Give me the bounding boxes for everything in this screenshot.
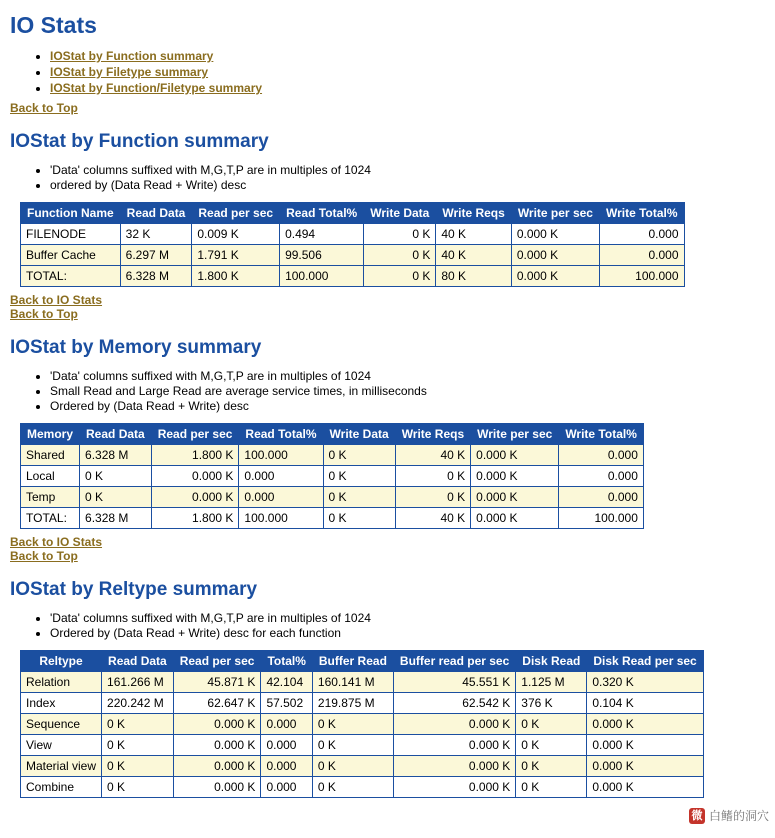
cell: 0.000 K [173, 756, 261, 777]
cell: 0 K [312, 714, 393, 735]
cell: 40 K [436, 224, 511, 245]
cell: 6.328 M [80, 445, 152, 466]
cell: 0 K [102, 756, 174, 777]
cell: 100.000 [239, 508, 323, 529]
column-header: Read Total% [239, 424, 323, 445]
cell: 0 K [312, 756, 393, 777]
cell: 0 K [323, 466, 395, 487]
cell: 1.800 K [151, 445, 239, 466]
cell: 0 K [323, 445, 395, 466]
cell: 42.104 [261, 672, 312, 693]
cell: 0.000 K [173, 777, 261, 798]
cell: FILENODE [21, 224, 121, 245]
back-to-top-link[interactable]: Back to Top [10, 101, 78, 115]
cell: 100.000 [280, 266, 364, 287]
cell: 0 K [80, 487, 152, 508]
cell: 0.494 [280, 224, 364, 245]
table-row [21, 735, 704, 756]
column-header: Buffer Read [312, 651, 393, 672]
cell: 161.266 M [102, 672, 174, 693]
table-row [21, 714, 704, 735]
cell: 0.000 K [173, 735, 261, 756]
cell: 1.800 K [151, 508, 239, 529]
cell: 0.000 [599, 245, 684, 266]
cell: 0.104 K [587, 693, 703, 714]
cell: Temp [21, 487, 80, 508]
toc-link-function-filetype-summary[interactable]: IOStat by Function/Filetype summary [50, 81, 263, 95]
cell: 99.506 [280, 245, 364, 266]
list-item: • 'Data' columns suffixed with M,G,T,P are in multiples of 1024 [50, 369, 765, 383]
table-row [21, 672, 704, 693]
list-item: • 'Data' columns suffixed with M,G,T,P are in multiples of 1024 [50, 611, 765, 625]
table-row [21, 445, 644, 466]
cell: 0.000 K [587, 714, 703, 735]
cell: 0 K [364, 245, 436, 266]
cell: 0 K [323, 508, 395, 529]
table-header-row [21, 424, 644, 445]
list-item [50, 81, 765, 95]
list-item: • Small Read and Large Read are average service times, in milliseconds [50, 384, 765, 398]
cell: Buffer Cache [21, 245, 121, 266]
watermark [689, 807, 769, 824]
cell: 0.000 K [587, 756, 703, 777]
table-reltype-summary [20, 650, 704, 798]
back-to-top-link[interactable]: Back to Top [10, 549, 78, 563]
cell: 0 K [364, 266, 436, 287]
cell: 100.000 [599, 266, 684, 287]
toc-link-function-summary[interactable]: IOStat by Function summary [50, 49, 214, 63]
column-header: Write Reqs [436, 203, 511, 224]
cell: 0 K [102, 735, 174, 756]
column-header: Total% [261, 651, 312, 672]
cell: 62.542 K [393, 693, 515, 714]
section-title-function-summary: IOStat by Function summary [10, 131, 269, 152]
nav-block-top [10, 101, 765, 115]
table-memory-summary [20, 423, 644, 529]
cell: 40 K [395, 508, 470, 529]
cell: 376 K [516, 693, 587, 714]
cell: TOTAL: [21, 266, 121, 287]
cell: 45.551 K [393, 672, 515, 693]
cell: 40 K [395, 445, 470, 466]
cell: 0 K [312, 735, 393, 756]
cell: 0.000 [261, 777, 312, 798]
cell: Shared [21, 445, 80, 466]
back-to-io-stats-link[interactable]: Back to IO Stats [10, 293, 103, 307]
cell: 1.791 K [192, 245, 280, 266]
cell: 0.000 K [151, 466, 239, 487]
cell: 0.000 [599, 224, 684, 245]
cell: 0.000 K [471, 487, 559, 508]
cell: 80 K [436, 266, 511, 287]
list-item [50, 49, 765, 63]
column-header: Read Data [80, 424, 152, 445]
cell: 0 K [102, 777, 174, 798]
table-row [21, 777, 704, 798]
list-item: • ordered by (Data Read + Write) desc [50, 178, 765, 192]
cell: 0.000 [261, 714, 312, 735]
column-header: Memory [21, 424, 80, 445]
column-header: Read per sec [192, 203, 280, 224]
cell: 0.000 K [151, 487, 239, 508]
cell: 6.328 M [80, 508, 152, 529]
cell: 100.000 [559, 508, 644, 529]
cell: 0.000 [239, 487, 323, 508]
cell: 0 K [516, 735, 587, 756]
cell: 1.125 M [516, 672, 587, 693]
list-item: • Ordered by (Data Read + Write) desc [50, 399, 765, 413]
table-header-row [21, 203, 685, 224]
cell: Combine [21, 777, 102, 798]
back-to-io-stats-link[interactable]: Back to IO Stats [10, 535, 103, 549]
cell: 40 K [436, 245, 511, 266]
cell: 0.000 K [471, 466, 559, 487]
column-header: Read Total% [280, 203, 364, 224]
cell: 0 K [395, 487, 470, 508]
column-header: Write per sec [471, 424, 559, 445]
column-header: Disk Read [516, 651, 587, 672]
cell: 0.000 [261, 735, 312, 756]
cell: 0.000 K [511, 245, 599, 266]
column-header: Read per sec [173, 651, 261, 672]
table-function-summary [20, 202, 685, 287]
cell: 160.141 M [312, 672, 393, 693]
column-header: Disk Read per sec [587, 651, 703, 672]
cell: 0 K [323, 487, 395, 508]
wechat-icon: 微 [689, 808, 705, 824]
cell: 45.871 K [173, 672, 261, 693]
table-row-total [21, 266, 685, 287]
cell: 0 K [395, 466, 470, 487]
column-header: Buffer read per sec [393, 651, 515, 672]
cell: 220.242 M [102, 693, 174, 714]
list-item [50, 65, 765, 79]
list-item: • Ordered by (Data Read + Write) desc for each function [50, 626, 765, 640]
cell: Sequence [21, 714, 102, 735]
cell: 0 K [516, 756, 587, 777]
cell: 0 K [516, 714, 587, 735]
cell: 0 K [80, 466, 152, 487]
cell: Local [21, 466, 80, 487]
cell: 0.000 [559, 466, 644, 487]
column-header: Reltype [21, 651, 102, 672]
cell: 6.297 M [120, 245, 192, 266]
column-header: Write Data [323, 424, 395, 445]
cell: 0.000 K [511, 224, 599, 245]
cell: 0 K [102, 714, 174, 735]
section-title-reltype-summary: IOStat by Reltype summary [10, 579, 258, 600]
cell: 57.502 [261, 693, 312, 714]
notes-memory-summary [10, 369, 765, 413]
nav-block-section-1 [10, 293, 765, 321]
cell: 0.320 K [587, 672, 703, 693]
table-row [21, 693, 704, 714]
table-row-total [21, 508, 644, 529]
column-header: Write Reqs [395, 424, 470, 445]
cell: 0 K [364, 224, 436, 245]
back-to-top-link[interactable]: Back to Top [10, 307, 78, 321]
list-item: • 'Data' columns suffixed with M,G,T,P are in multiples of 1024 [50, 163, 765, 177]
cell: 0.000 K [511, 266, 599, 287]
notes-reltype-summary [10, 611, 765, 640]
page-title: IO Stats [10, 12, 97, 38]
column-header: Write Total% [559, 424, 644, 445]
cell: 0.000 [559, 445, 644, 466]
table-row [21, 466, 644, 487]
cell: 1.800 K [192, 266, 280, 287]
table-row [21, 487, 644, 508]
cell: 0.000 K [471, 508, 559, 529]
table-of-contents [10, 49, 765, 95]
cell: 0.000 [239, 466, 323, 487]
cell: Material view [21, 756, 102, 777]
column-header: Read per sec [151, 424, 239, 445]
cell: 0.000 K [173, 714, 261, 735]
cell: 219.875 M [312, 693, 393, 714]
section-title-memory-summary: IOStat by Memory summary [10, 337, 262, 358]
cell: 0.009 K [192, 224, 280, 245]
table-header-row [21, 651, 704, 672]
cell: 0.000 K [393, 777, 515, 798]
table-row [21, 756, 704, 777]
cell: 0.000 K [393, 735, 515, 756]
cell: View [21, 735, 102, 756]
column-header: Write Total% [599, 203, 684, 224]
cell: Index [21, 693, 102, 714]
cell: Relation [21, 672, 102, 693]
notes-function-summary [10, 163, 765, 192]
cell: TOTAL: [21, 508, 80, 529]
cell: 0.000 [261, 756, 312, 777]
column-header: Read Data [102, 651, 174, 672]
cell: 0 K [312, 777, 393, 798]
table-row [21, 245, 685, 266]
column-header: Write Data [364, 203, 436, 224]
cell: 0.000 K [471, 445, 559, 466]
cell: 0.000 K [393, 756, 515, 777]
table-row [21, 224, 685, 245]
cell: 0.000 K [587, 777, 703, 798]
watermark-text: 白鳍的洞穴 [708, 809, 769, 823]
column-header: Read Data [120, 203, 192, 224]
column-header: Function Name [21, 203, 121, 224]
cell: 0.000 [559, 487, 644, 508]
cell: 100.000 [239, 445, 323, 466]
cell: 0.000 K [587, 735, 703, 756]
cell: 6.328 M [120, 266, 192, 287]
column-header: Write per sec [511, 203, 599, 224]
cell: 32 K [120, 224, 192, 245]
nav-block-section-2 [10, 535, 765, 563]
cell: 0.000 K [393, 714, 515, 735]
cell: 0 K [516, 777, 587, 798]
toc-link-filetype-summary[interactable]: IOStat by Filetype summary [50, 65, 209, 79]
cell: 62.647 K [173, 693, 261, 714]
